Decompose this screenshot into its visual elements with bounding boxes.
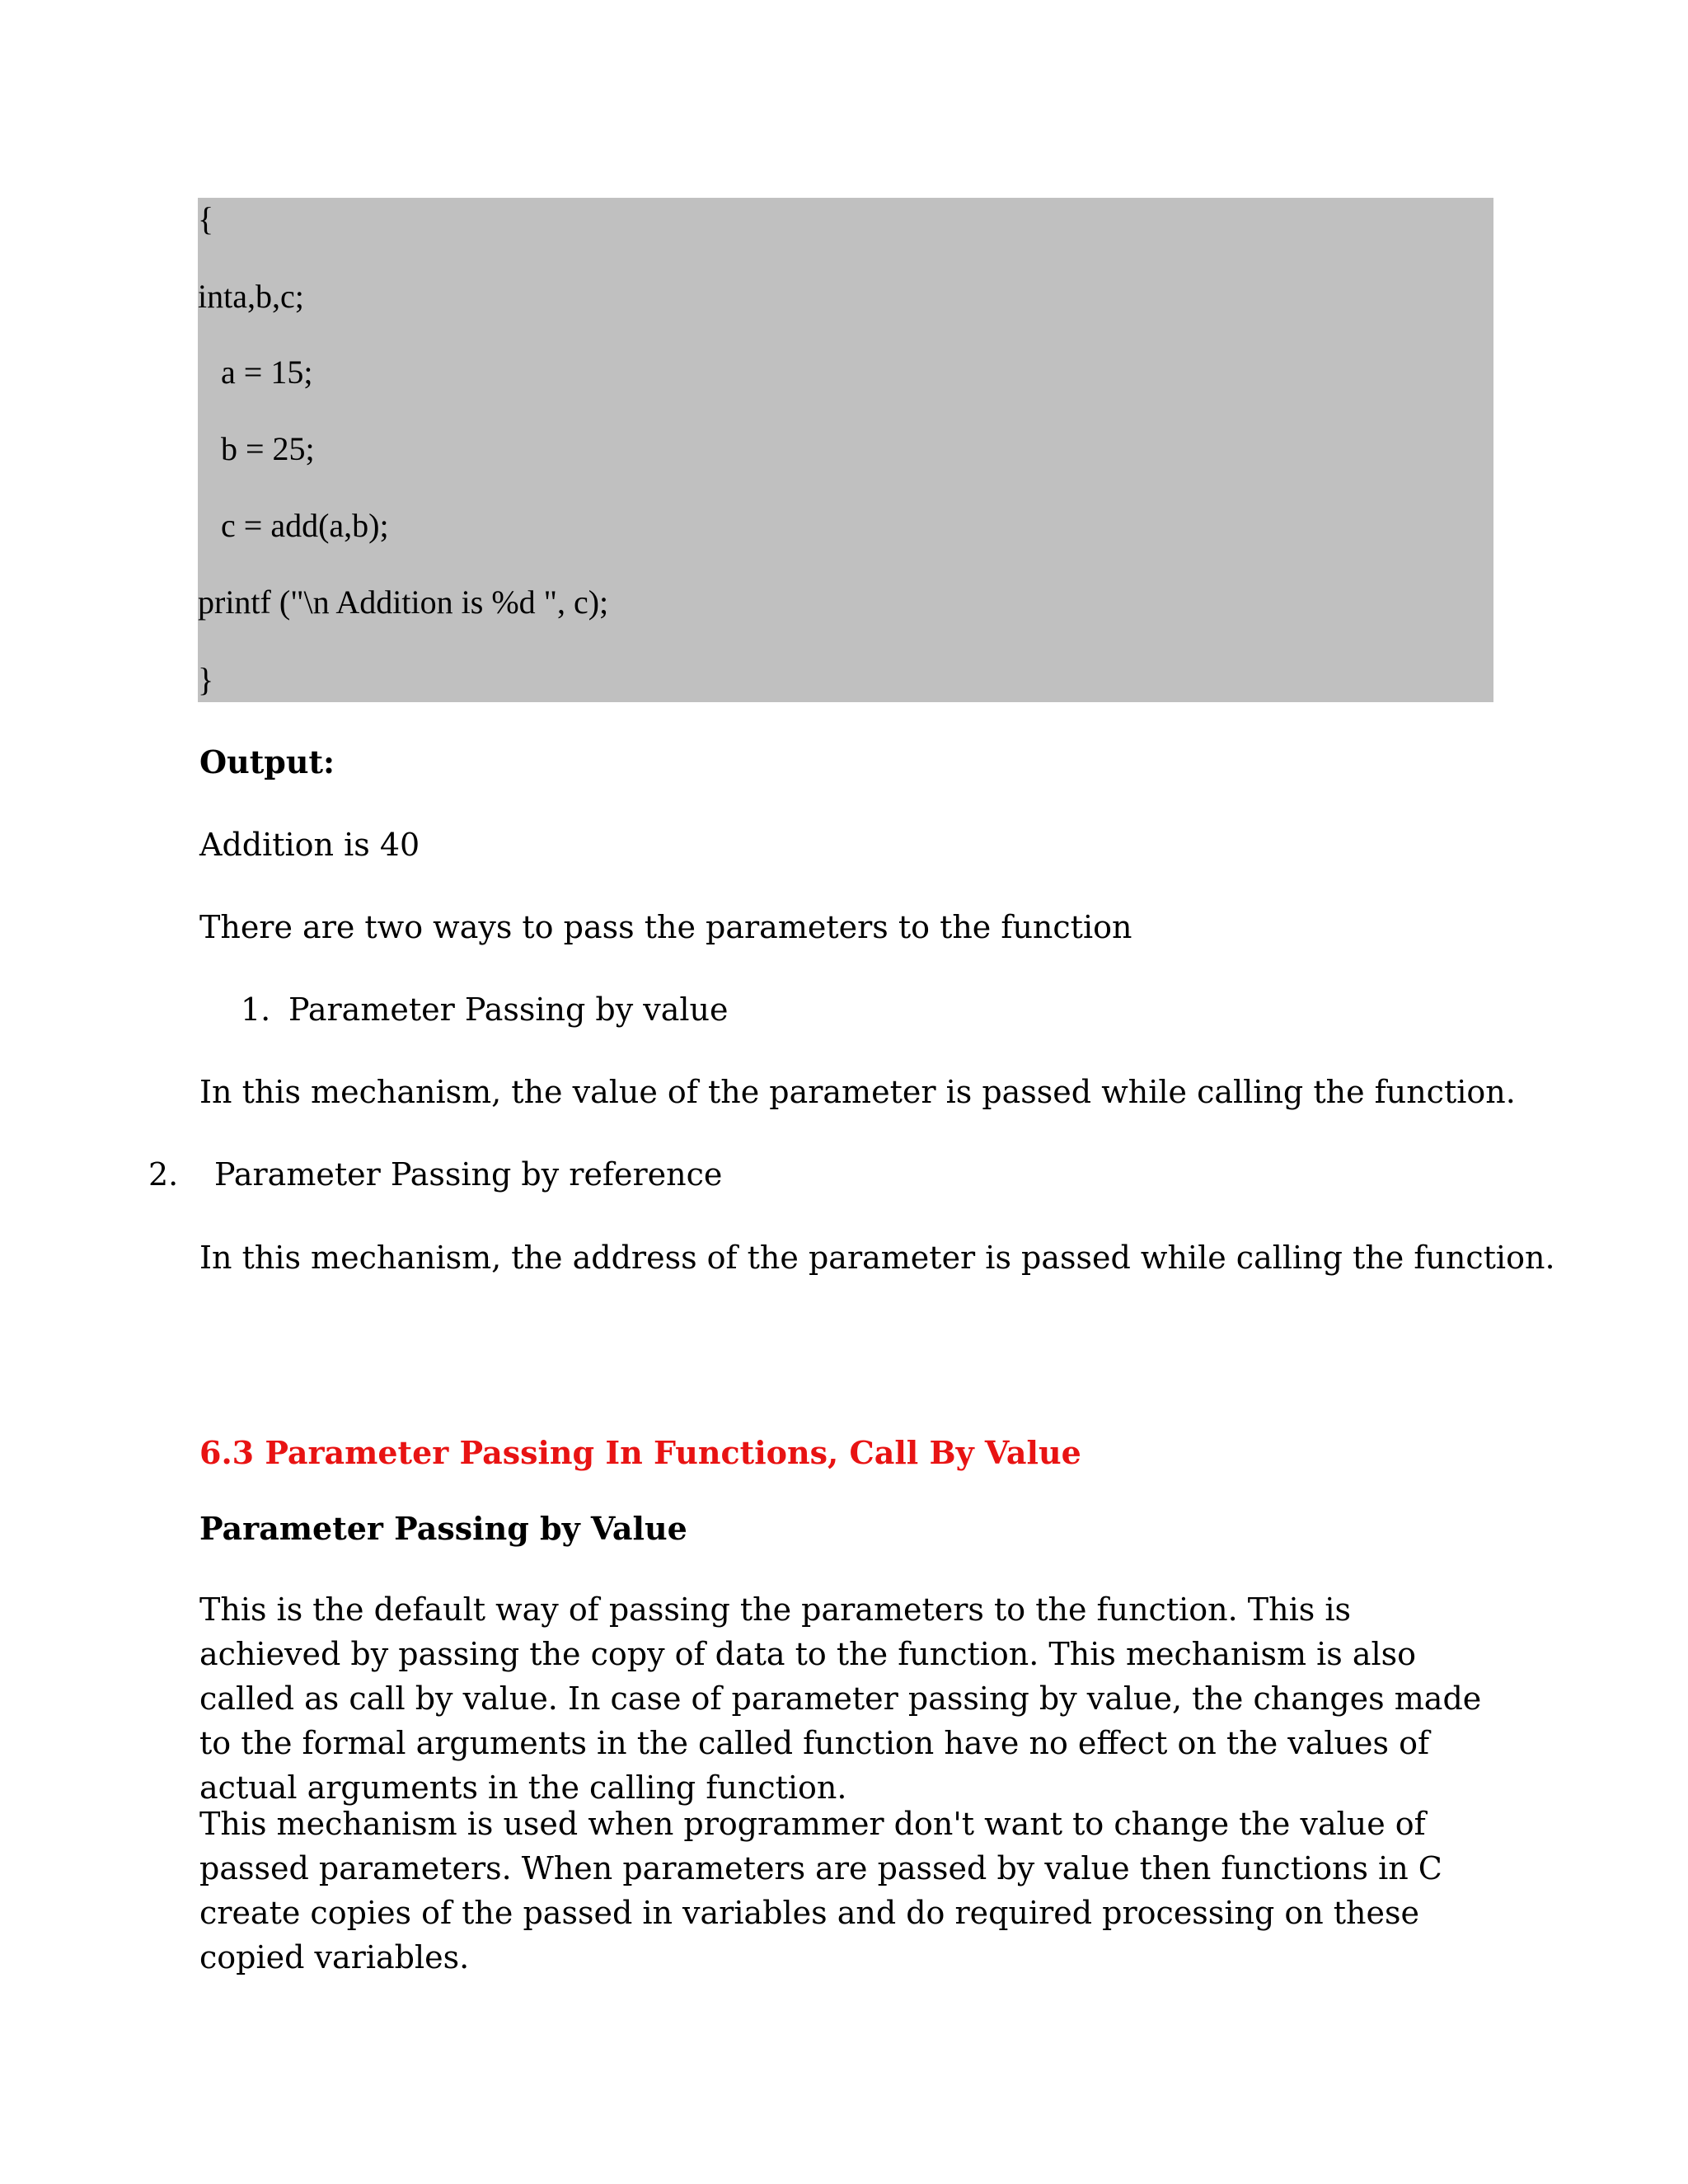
code-line-printf: printf ("\n Addition is %d ", c); bbox=[198, 583, 609, 621]
list-item-2-number: 2. bbox=[148, 1156, 179, 1193]
code-block bbox=[198, 198, 1493, 702]
code-line-assign-a: a = 15; bbox=[221, 354, 313, 391]
list-item-2-label: Parameter Passing by reference bbox=[214, 1156, 723, 1193]
list-item-1-label: Parameter Passing by value bbox=[288, 991, 729, 1028]
intro-text: There are two ways to pass the parameters to the function bbox=[199, 909, 1132, 945]
paragraph-call-by-value: This is the default way of passing the parameters to the function. This is achieved by passing the copy of data to the function. This mechanism is also called as call by value. In case of parameter passing by value, the changes made to the formal arguments in the called function have no effect on the values of actual arguments in the calling function. bbox=[199, 1591, 1482, 1806]
code-line-declaration: inta,b,c; bbox=[198, 278, 304, 315]
paragraph-usage: This mechanism is used when programmer don't want to change the value of passed parameters. When parameters are passed by value then functions in C create copies of the passed in variables and do required processing on these copied variables. bbox=[199, 1806, 1442, 1975]
output-value: Addition is 40 bbox=[199, 827, 420, 863]
output-label: Output: bbox=[199, 743, 335, 780]
section-heading: 6.3 Parameter Passing In Functions, Call By Value bbox=[199, 1434, 1081, 1471]
list-item-2-description: In this mechanism, the address of the parameter is passed while calling the function. bbox=[199, 1240, 1555, 1276]
code-line-assign-b: b = 25; bbox=[221, 430, 315, 467]
code-line-close-brace: } bbox=[198, 661, 214, 698]
code-line-assign-c: c = add(a,b); bbox=[221, 507, 389, 544]
list-item-1-description: In this mechanism, the value of the parameter is passed while calling the function. bbox=[199, 1074, 1516, 1110]
section-subheading: Parameter Passing by Value bbox=[199, 1510, 687, 1547]
code-line-open-brace: { bbox=[198, 200, 214, 237]
list-item-1-number: 1. bbox=[241, 991, 271, 1028]
